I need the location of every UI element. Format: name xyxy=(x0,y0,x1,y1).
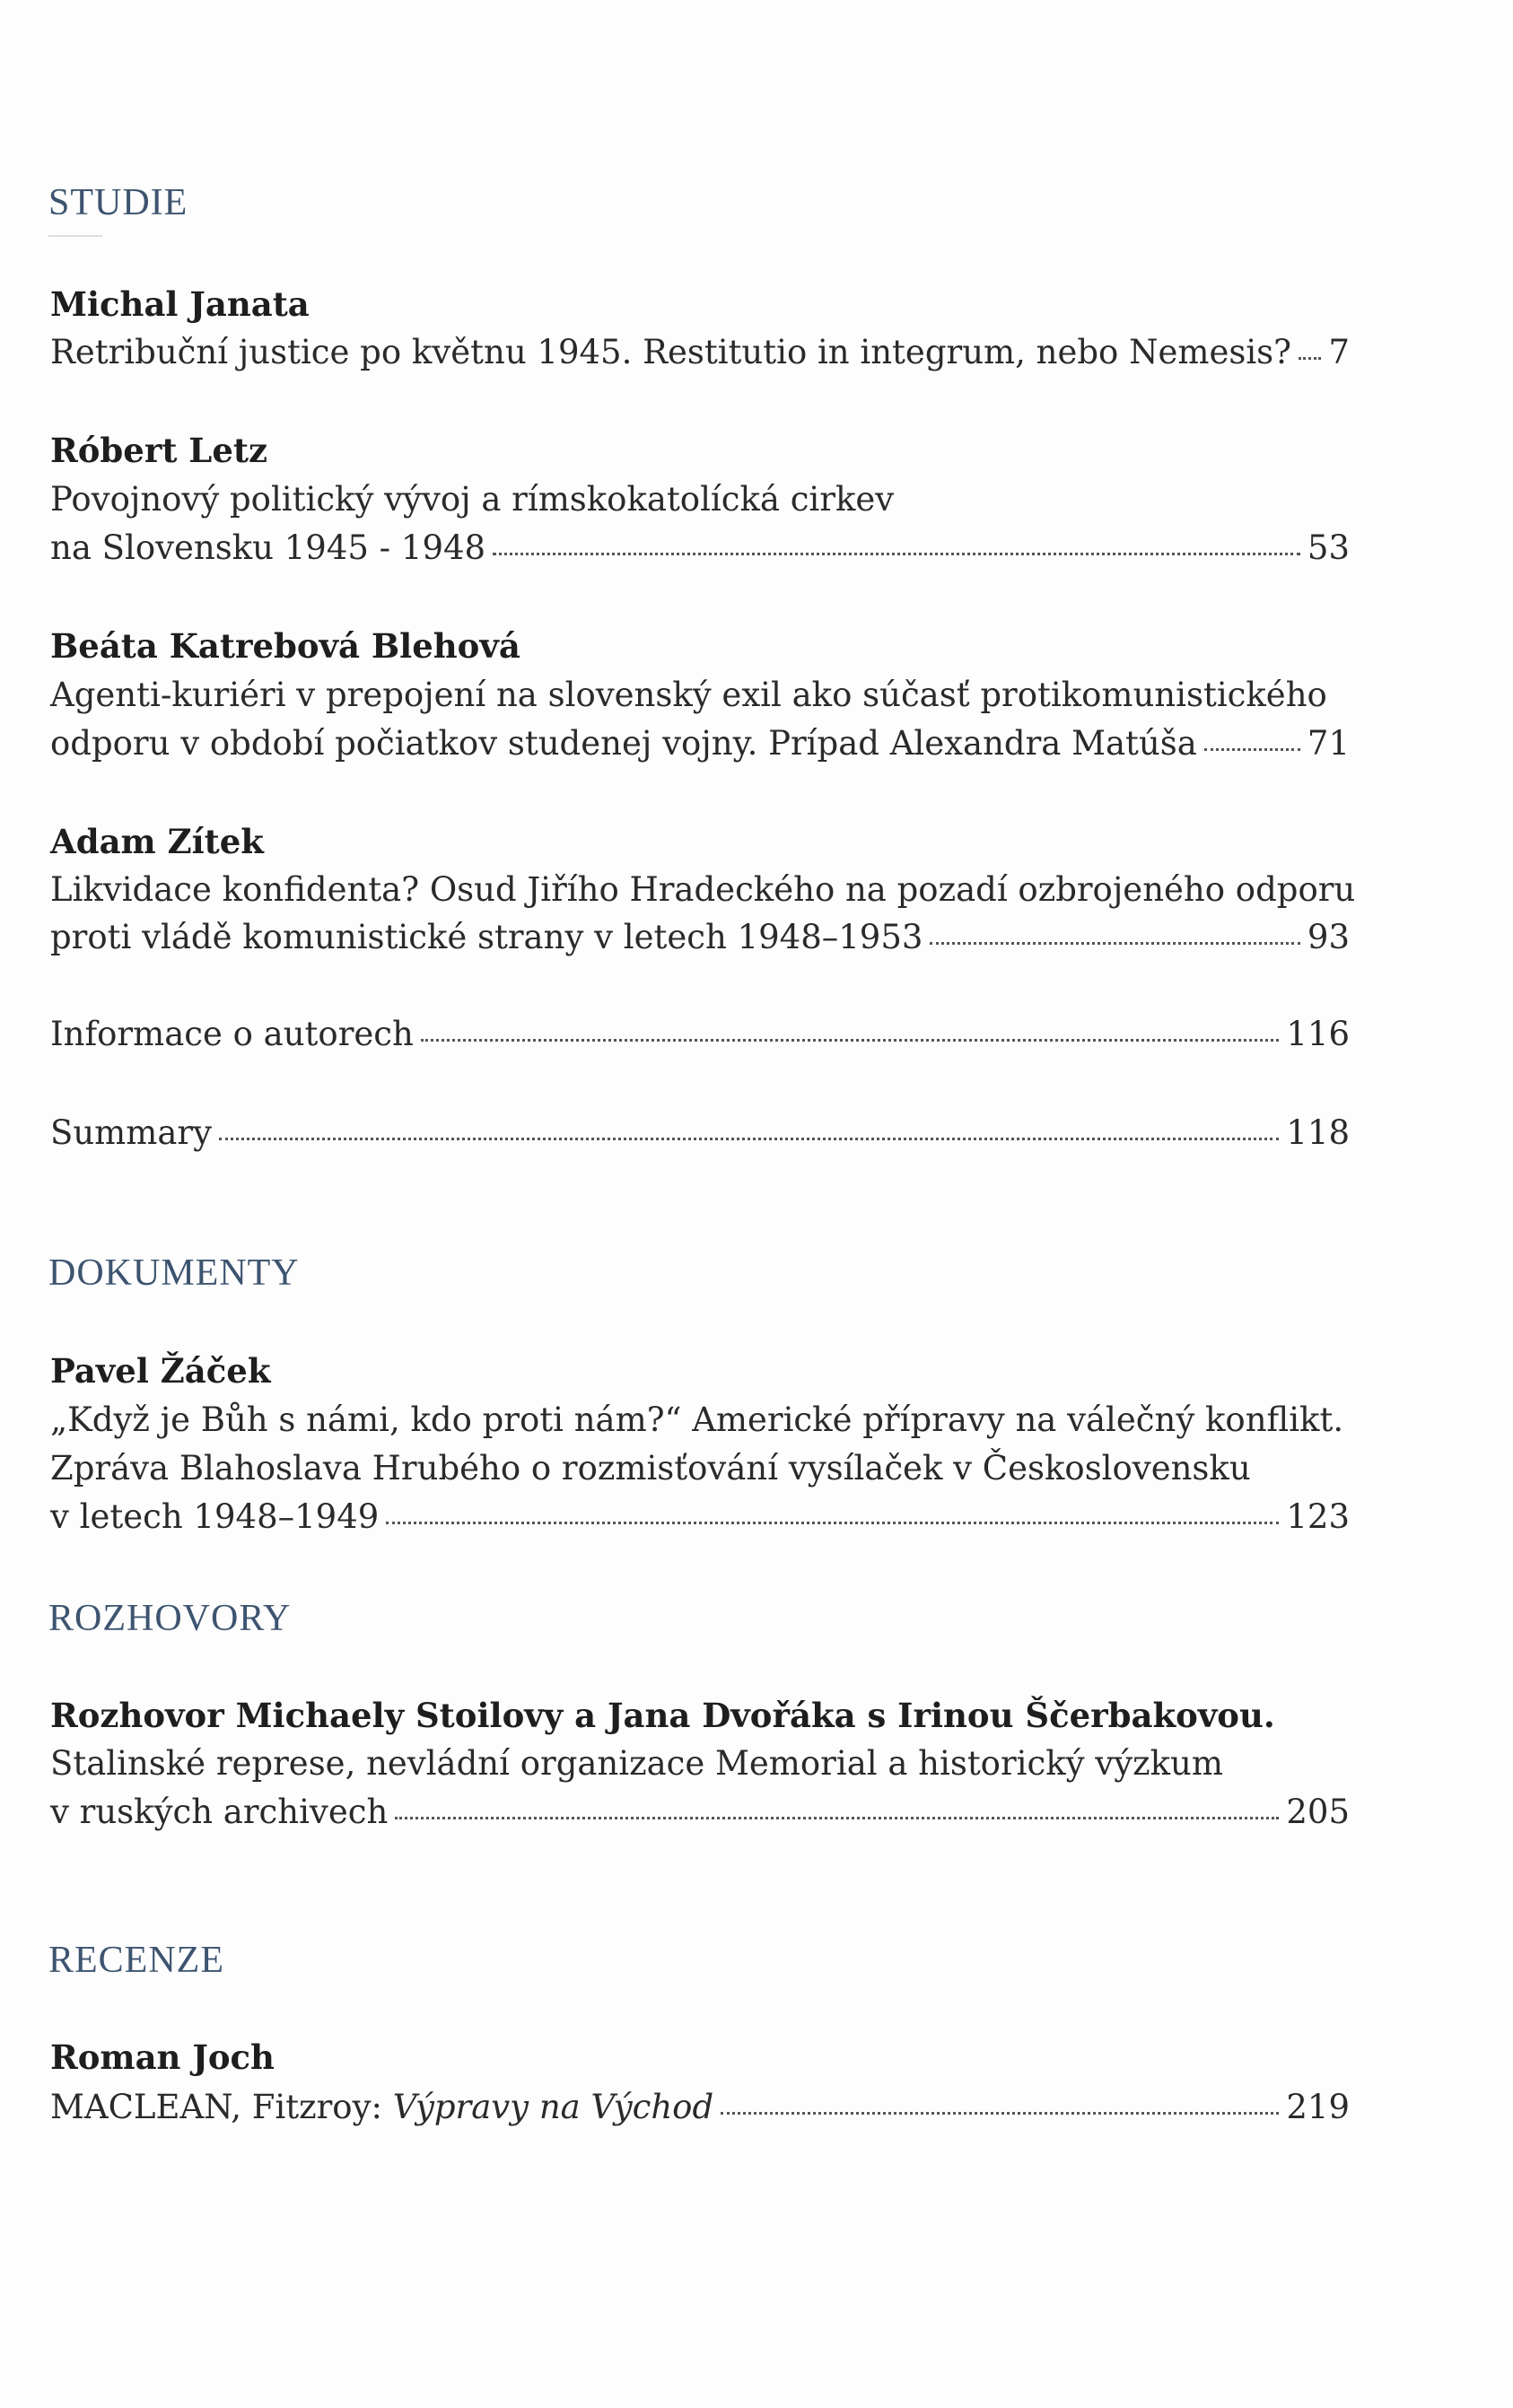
entry-title: odporu v období počiatkov studenej vojny. Prípad Alexandra Matúša xyxy=(50,724,1197,763)
page-number: 7 xyxy=(1328,333,1350,371)
dot-leader xyxy=(395,1817,1279,1819)
toc-entry-zitek[interactable] xyxy=(50,920,1350,954)
entry-author: Adam Zítek xyxy=(50,822,264,861)
entry-title: Summary xyxy=(50,1113,212,1152)
page-number: 116 xyxy=(1286,1015,1350,1053)
entry-title-line: Zpráva Blahoslava Hrubého o rozmisťování vysílaček v Československu xyxy=(50,1449,1251,1488)
entry-author: Pavel Žáček xyxy=(50,1351,271,1391)
entry-title: proti vládě komunistické strany v letech 1948–1953 xyxy=(50,918,923,956)
entry-author: Michal Janata xyxy=(50,284,310,324)
page-number: 53 xyxy=(1307,528,1350,567)
page-number: 118 xyxy=(1286,1113,1350,1152)
entry-title-line: Likvidace konfidenta? Osud Jiřího Hradeckého na pozadí ozbrojeného odporu xyxy=(50,870,1356,909)
entry-title-line: Agenti-kuriéri v prepojení na slovenský exil ako súčasť protikomunistického xyxy=(50,676,1327,714)
section-heading-rozhovory: ROZHOVORY xyxy=(48,1598,292,1639)
dot-leader xyxy=(493,553,1300,555)
entry-title: Informace o autorech xyxy=(50,1015,414,1053)
dot-leader xyxy=(386,1522,1279,1524)
entry-title-plain: MACLEAN, Fitzroy: xyxy=(50,2088,393,2126)
entry-title-italic: Výpravy na Východ xyxy=(392,2088,714,2126)
toc-entry-blehova[interactable] xyxy=(50,724,1350,763)
page-number: 219 xyxy=(1286,2088,1350,2126)
divider xyxy=(48,235,102,237)
entry-title: v letech 1948–1949 xyxy=(50,1497,380,1536)
dot-leader xyxy=(930,942,1300,945)
page-number: 93 xyxy=(1307,918,1350,956)
entry-author: Rozhovor Michaely Stoilovy a Jana Dvořáka s Irinou Ščerbakovou. xyxy=(50,1696,1275,1735)
entry-title-line: Povojnový politický vývoj a rímskokatolícká cirkev xyxy=(50,480,895,519)
entry-title: v ruských archivech xyxy=(50,1793,389,1831)
toc-entry-summary[interactable] xyxy=(50,1113,1350,1152)
page-number: 123 xyxy=(1286,1497,1350,1536)
dot-leader xyxy=(721,2112,1279,2115)
toc-entry-janata[interactable] xyxy=(50,333,1350,371)
entry-title: Retribuční justice po květnu 1945. Restitutio in integrum, nebo Nemesis? xyxy=(50,333,1291,371)
entry-author: Róbert Letz xyxy=(50,431,267,470)
dot-leader xyxy=(219,1138,1279,1140)
toc-entry-informace[interactable] xyxy=(50,1017,1350,1051)
toc-entry-joch[interactable] xyxy=(50,2090,1350,2124)
dot-leader xyxy=(1204,748,1300,751)
page-number: 205 xyxy=(1286,1793,1350,1831)
dot-leader xyxy=(1299,357,1321,360)
entry-title: na Slovensku 1945 - 1948 xyxy=(50,528,486,567)
toc-entry-rozhovor[interactable] xyxy=(50,1793,1350,1831)
entry-author: Roman Joch xyxy=(50,2037,275,2077)
dot-leader xyxy=(421,1039,1280,1042)
toc-entry-letz[interactable] xyxy=(50,528,1350,567)
entry-title-line: Stalinské represe, nevládní organizace Memorial a historický výzkum xyxy=(50,1744,1223,1783)
entry-title-line: „Když je Bůh s námi, kdo proti nám?“ Americké přípravy na válečný konflikt. xyxy=(50,1400,1344,1439)
toc-entry-zacek[interactable] xyxy=(50,1497,1350,1536)
section-heading-dokumenty: DOKUMENTY xyxy=(48,1252,300,1294)
entry-author: Beáta Katrebová Blehová xyxy=(50,626,520,666)
entry-title xyxy=(50,2090,713,2124)
section-heading-studie: STUDIE xyxy=(48,182,188,223)
page-number: 71 xyxy=(1307,724,1350,763)
section-heading-recenze: RECENZE xyxy=(48,1940,224,1981)
